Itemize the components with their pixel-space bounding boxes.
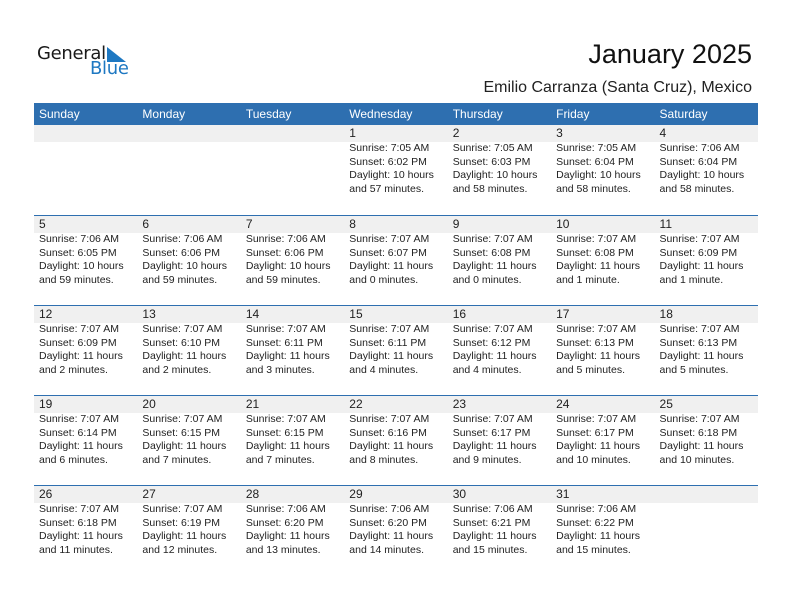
day-number: 8 <box>349 217 356 231</box>
daylight-minutes-text: and 12 minutes. <box>142 543 218 556</box>
daylight-minutes-text: and 9 minutes. <box>452 453 522 466</box>
day-number: 12 <box>39 307 53 321</box>
day-cell <box>448 216 551 287</box>
day-number: 11 <box>659 217 672 231</box>
sunset-text: Sunset: 6:15 PM <box>245 426 324 439</box>
daylight-text: Daylight: 11 hours <box>39 350 123 362</box>
day-cell <box>137 486 240 557</box>
sunrise-text: Sunrise: 7:07 AM <box>349 413 430 425</box>
sunrise-text: Sunrise: 7:07 AM <box>452 413 533 425</box>
daylight-text: Daylight: 11 hours <box>452 440 537 452</box>
day-cell <box>241 396 344 467</box>
day-number: 26 <box>39 487 53 501</box>
daylight-text: Daylight: 11 hours <box>245 440 330 452</box>
daylight-text: Daylight: 11 hours <box>245 530 330 542</box>
sunset-text: Sunset: 6:18 PM <box>659 426 738 439</box>
sunrise-text: Sunrise: 7:07 AM <box>659 413 740 425</box>
day-cell <box>34 216 137 287</box>
weekday-header-thursday: Thursday <box>452 107 503 121</box>
sunset-text: Sunset: 6:10 PM <box>142 336 221 349</box>
sunrise-text: Sunrise: 7:05 AM <box>349 142 430 154</box>
day-cell <box>551 125 654 196</box>
daylight-text: Daylight: 10 hours <box>659 169 745 181</box>
sunset-text: Sunset: 6:11 PM <box>245 336 323 349</box>
day-number: 19 <box>39 397 53 411</box>
sunset-text: Sunset: 6:13 PM <box>556 336 634 349</box>
daylight-minutes-text: and 15 minutes. <box>556 543 631 556</box>
general-blue-logo <box>37 44 137 80</box>
sunrise-text: Sunrise: 7:06 AM <box>349 503 430 515</box>
sunrise-text: Sunrise: 7:06 AM <box>245 503 326 515</box>
sunset-text: Sunset: 6:06 PM <box>245 246 324 259</box>
daylight-minutes-text: and 10 minutes. <box>659 453 735 466</box>
day-cell <box>655 216 758 287</box>
daylight-text: Daylight: 11 hours <box>659 440 744 452</box>
day-number: 25 <box>659 397 673 411</box>
day-number: 22 <box>349 397 363 411</box>
day-cell <box>655 125 758 196</box>
day-cell <box>551 396 654 467</box>
day-number: 9 <box>452 217 460 231</box>
daylight-text: Daylight: 11 hours <box>556 440 640 452</box>
daylight-text: Daylight: 10 hours <box>245 260 331 272</box>
daylight-text: Daylight: 11 hours <box>349 530 434 542</box>
calendar-grid <box>34 103 758 575</box>
sunrise-text: Sunrise: 7:06 AM <box>452 503 533 515</box>
daylight-text: Daylight: 11 hours <box>349 350 434 362</box>
daylight-minutes-text: and 10 minutes. <box>556 453 631 466</box>
sunrise-text: Sunrise: 7:07 AM <box>349 233 430 245</box>
day-number: 5 <box>39 217 46 231</box>
daylight-minutes-text: and 15 minutes. <box>452 543 528 556</box>
sunset-text: Sunset: 6:09 PM <box>39 336 117 349</box>
sunrise-text: Sunrise: 7:07 AM <box>39 413 119 425</box>
daylight-minutes-text: and 3 minutes. <box>245 363 315 376</box>
day-cell <box>241 216 344 287</box>
daylight-text: Daylight: 11 hours <box>556 530 640 542</box>
sunrise-text: Sunrise: 7:07 AM <box>245 323 326 335</box>
logo-word-general: General <box>37 43 106 64</box>
sunset-text: Sunset: 6:03 PM <box>452 155 531 168</box>
daylight-text: Daylight: 10 hours <box>452 169 538 181</box>
logo-word-blue: Blue <box>90 58 129 79</box>
empty-day-cell <box>137 125 240 196</box>
week-row <box>34 395 758 485</box>
daylight-minutes-text: and 2 minutes. <box>39 363 108 376</box>
day-number: 4 <box>659 126 667 140</box>
calendar-weeks <box>34 125 758 575</box>
daylight-text: Daylight: 10 hours <box>349 169 434 181</box>
day-number: 27 <box>142 487 156 501</box>
sunrise-text: Sunrise: 7:06 AM <box>556 503 637 515</box>
daylight-text: Daylight: 11 hours <box>349 440 434 452</box>
day-number: 17 <box>556 307 570 321</box>
day-number: 24 <box>556 397 570 411</box>
sunset-text: Sunset: 6:21 PM <box>452 516 531 529</box>
sunset-text: Sunset: 6:15 PM <box>142 426 221 439</box>
empty-day-cell <box>655 486 758 557</box>
daylight-text: Daylight: 11 hours <box>349 260 434 272</box>
daylight-text: Daylight: 10 hours <box>556 169 641 181</box>
sunset-text: Sunset: 6:08 PM <box>556 246 634 259</box>
sunset-text: Sunset: 6:07 PM <box>349 246 427 259</box>
daylight-text: Daylight: 10 hours <box>142 260 228 272</box>
sunset-text: Sunset: 6:20 PM <box>349 516 427 529</box>
empty-day-cell <box>34 125 137 196</box>
week-cells <box>34 396 758 467</box>
sunrise-text: Sunrise: 7:07 AM <box>142 323 223 335</box>
daylight-minutes-text: and 4 minutes. <box>452 363 522 376</box>
day-number: 20 <box>142 397 156 411</box>
sunrise-text: Sunrise: 7:05 AM <box>452 142 533 154</box>
page-title: January 2025 <box>588 39 752 69</box>
daylight-text: Daylight: 11 hours <box>659 350 744 362</box>
sunset-text: Sunset: 6:12 PM <box>452 336 531 349</box>
sunrise-text: Sunrise: 7:07 AM <box>452 323 533 335</box>
daylight-minutes-text: and 58 minutes. <box>556 182 631 195</box>
sunset-text: Sunset: 6:04 PM <box>659 155 738 168</box>
daylight-minutes-text: and 58 minutes. <box>452 182 528 195</box>
daylight-minutes-text: and 6 minutes. <box>39 453 108 466</box>
week-cells <box>34 125 758 196</box>
day-number: 2 <box>452 126 460 140</box>
sunrise-text: Sunrise: 7:07 AM <box>556 413 637 425</box>
week-cells <box>34 216 758 287</box>
day-cell <box>137 306 240 377</box>
day-cell <box>448 396 551 467</box>
day-cell <box>551 216 654 287</box>
daylight-text: Daylight: 11 hours <box>142 530 227 542</box>
day-cell <box>448 486 551 557</box>
sunset-text: Sunset: 6:09 PM <box>659 246 738 259</box>
sunset-text: Sunset: 6:20 PM <box>245 516 324 529</box>
day-cell <box>448 125 551 196</box>
day-number: 6 <box>142 217 150 231</box>
sunset-text: Sunset: 6:06 PM <box>142 246 221 259</box>
day-cell <box>137 396 240 467</box>
daylight-text: Daylight: 10 hours <box>39 260 124 272</box>
weekday-header-friday: Friday <box>556 107 590 121</box>
day-cell <box>551 486 654 557</box>
daylight-text: Daylight: 11 hours <box>245 350 330 362</box>
day-number: 7 <box>245 217 253 231</box>
week-cells <box>34 486 758 557</box>
daylight-text: Daylight: 11 hours <box>39 440 123 452</box>
day-number: 29 <box>349 487 363 501</box>
daylight-minutes-text: and 0 minutes. <box>452 273 522 286</box>
sunset-text: Sunset: 6:18 PM <box>39 516 117 529</box>
day-cell <box>241 306 344 377</box>
daylight-minutes-text: and 14 minutes. <box>349 543 424 556</box>
daylight-minutes-text: and 1 minute. <box>556 273 620 286</box>
sunrise-text: Sunrise: 7:07 AM <box>556 323 637 335</box>
daylight-minutes-text: and 11 minutes. <box>39 543 113 556</box>
day-number: 16 <box>452 307 467 321</box>
daylight-minutes-text: and 58 minutes. <box>659 182 735 195</box>
day-cell <box>344 216 447 287</box>
day-cell <box>448 306 551 377</box>
sunset-text: Sunset: 6:17 PM <box>452 426 531 439</box>
daylight-minutes-text: and 13 minutes. <box>245 543 321 556</box>
sunrise-text: Sunrise: 7:07 AM <box>245 413 326 425</box>
empty-day-cell <box>241 125 344 196</box>
day-cell <box>551 306 654 377</box>
sunrise-text: Sunrise: 7:07 AM <box>39 323 119 335</box>
daylight-minutes-text: and 59 minutes. <box>245 273 321 286</box>
day-number: 15 <box>349 307 363 321</box>
sunset-text: Sunset: 6:02 PM <box>349 155 427 168</box>
day-cell <box>344 486 447 557</box>
sunrise-text: Sunrise: 7:07 AM <box>142 503 223 515</box>
daylight-minutes-text: and 1 minute. <box>659 273 724 286</box>
daylight-text: Daylight: 11 hours <box>556 260 640 272</box>
weekday-header-row <box>34 103 758 125</box>
day-cell <box>137 216 240 287</box>
sunrise-text: Sunrise: 7:05 AM <box>556 142 637 154</box>
sunrise-text: Sunrise: 7:06 AM <box>39 233 119 245</box>
daylight-text: Daylight: 11 hours <box>39 530 123 542</box>
sunrise-text: Sunrise: 7:07 AM <box>349 323 430 335</box>
sunrise-text: Sunrise: 7:06 AM <box>245 233 326 245</box>
daylight-text: Daylight: 11 hours <box>142 350 227 362</box>
sunrise-text: Sunrise: 7:07 AM <box>556 233 637 245</box>
day-number: 28 <box>245 487 260 501</box>
weekday-header-tuesday: Tuesday <box>245 107 292 121</box>
sunset-text: Sunset: 6:16 PM <box>349 426 427 439</box>
day-number: 30 <box>452 487 467 501</box>
daylight-minutes-text: and 5 minutes. <box>556 363 625 376</box>
sunset-text: Sunset: 6:08 PM <box>452 246 531 259</box>
day-cell <box>344 396 447 467</box>
week-cells <box>34 306 758 377</box>
sunset-text: Sunset: 6:11 PM <box>349 336 427 349</box>
daylight-minutes-text: and 7 minutes. <box>142 453 212 466</box>
sunrise-text: Sunrise: 7:07 AM <box>142 413 223 425</box>
daylight-text: Daylight: 11 hours <box>452 260 537 272</box>
day-cell <box>34 486 137 557</box>
week-row <box>34 125 758 215</box>
week-row <box>34 305 758 395</box>
sunset-text: Sunset: 6:05 PM <box>39 246 117 259</box>
sunrise-text: Sunrise: 7:06 AM <box>142 233 223 245</box>
daylight-minutes-text: and 4 minutes. <box>349 363 419 376</box>
day-cell <box>344 306 447 377</box>
sunset-text: Sunset: 6:17 PM <box>556 426 634 439</box>
day-number: 21 <box>245 397 260 411</box>
sunrise-text: Sunrise: 7:06 AM <box>659 142 740 154</box>
sunrise-text: Sunrise: 7:07 AM <box>452 233 533 245</box>
day-cell <box>34 306 137 377</box>
day-number: 18 <box>659 307 673 321</box>
daylight-minutes-text: and 59 minutes. <box>142 273 218 286</box>
day-number: 3 <box>556 126 563 140</box>
weekday-header-sunday: Sunday <box>39 107 80 121</box>
daylight-minutes-text: and 2 minutes. <box>142 363 212 376</box>
sunrise-text: Sunrise: 7:07 AM <box>659 323 740 335</box>
daylight-minutes-text: and 57 minutes. <box>349 182 424 195</box>
daylight-text: Daylight: 11 hours <box>452 530 537 542</box>
daylight-minutes-text: and 0 minutes. <box>349 273 419 286</box>
day-number: 13 <box>142 307 156 321</box>
daylight-minutes-text: and 7 minutes. <box>245 453 315 466</box>
day-number: 10 <box>556 217 570 231</box>
weekday-header-wednesday: Wednesday <box>349 107 413 121</box>
weekday-header-monday: Monday <box>142 107 186 121</box>
week-row <box>34 485 758 575</box>
daylight-minutes-text: and 8 minutes. <box>349 453 419 466</box>
daylight-minutes-text: and 59 minutes. <box>39 273 114 286</box>
day-cell <box>655 396 758 467</box>
daylight-text: Daylight: 11 hours <box>659 260 744 272</box>
day-number: 31 <box>556 487 570 501</box>
sunset-text: Sunset: 6:04 PM <box>556 155 634 168</box>
location-subtitle: Emilio Carranza (Santa Cruz), Mexico <box>483 79 752 96</box>
sunset-text: Sunset: 6:14 PM <box>39 426 117 439</box>
daylight-text: Daylight: 11 hours <box>556 350 640 362</box>
day-cell <box>344 125 447 196</box>
day-cell <box>241 486 344 557</box>
sunrise-text: Sunrise: 7:07 AM <box>39 503 119 515</box>
daylight-text: Daylight: 11 hours <box>142 440 227 452</box>
daylight-minutes-text: and 5 minutes. <box>659 363 729 376</box>
daylight-text: Daylight: 11 hours <box>452 350 537 362</box>
sunrise-text: Sunrise: 7:07 AM <box>659 233 740 245</box>
sunset-text: Sunset: 6:13 PM <box>659 336 738 349</box>
day-number: 1 <box>349 126 356 140</box>
day-cell <box>34 396 137 467</box>
day-cell <box>655 306 758 377</box>
week-row <box>34 215 758 305</box>
sunset-text: Sunset: 6:19 PM <box>142 516 221 529</box>
sunset-text: Sunset: 6:22 PM <box>556 516 634 529</box>
day-number: 23 <box>452 397 467 411</box>
day-number: 14 <box>245 307 260 321</box>
weekday-header-saturday: Saturday <box>659 107 708 121</box>
